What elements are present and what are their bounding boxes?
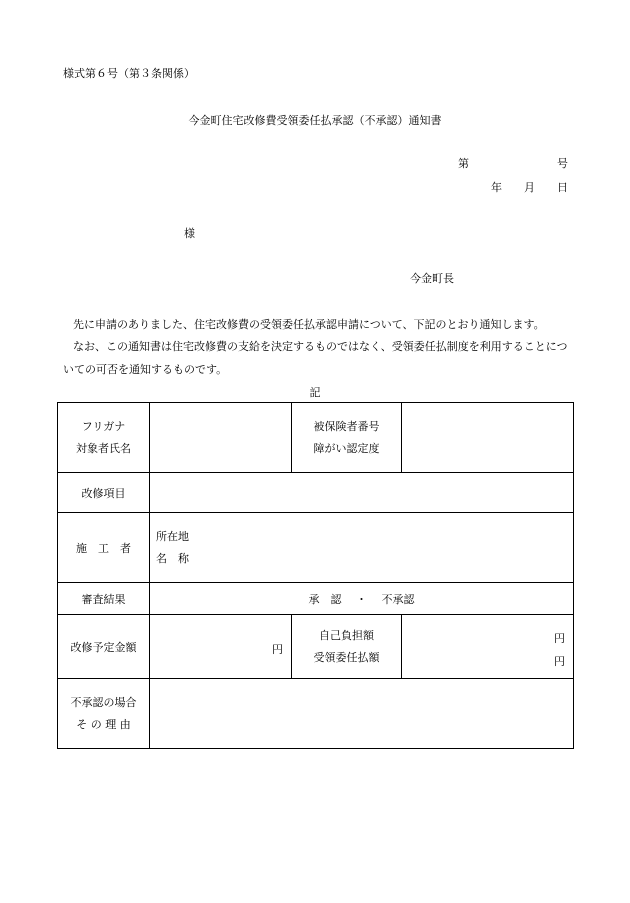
- disapproval-reason-field[interactable]: [150, 679, 574, 749]
- review-result-field[interactable]: [150, 583, 574, 615]
- issuer: 今金町長: [410, 272, 454, 285]
- table-row: [58, 513, 574, 583]
- form-number: 様式第６号（第３条関係）: [63, 67, 195, 80]
- insured-number-label: 被保険者番号: [313, 419, 380, 433]
- body-paragraph-2-line-2: いての可否を通知するものです。: [63, 363, 228, 376]
- planned-amount-label: 改修予定金額: [58, 615, 150, 679]
- payment-breakdown-field[interactable]: [402, 615, 574, 679]
- document-title: 今金町住宅改修費受領委任払承認（不承認）通知書: [188, 114, 442, 127]
- contractor-name-label: 名 称: [156, 551, 189, 565]
- disapproval-case-label: 不承認の場合: [70, 695, 137, 709]
- table-row: [58, 679, 574, 749]
- renovation-item-field[interactable]: [150, 473, 574, 513]
- disapprove-option[interactable]: 不承認: [381, 592, 415, 606]
- option-separator: ・: [356, 592, 367, 606]
- yen-unit: 円: [554, 655, 565, 668]
- contractor-field[interactable]: [150, 513, 574, 583]
- insured-info-label-cell: [292, 403, 402, 473]
- review-result-label: 審査結果: [58, 583, 150, 615]
- date-month-label: 月: [524, 181, 535, 194]
- date-year-label: 年: [491, 181, 502, 194]
- disability-level-label: 障がい認定度: [313, 441, 380, 455]
- number-prefix: 第: [458, 157, 469, 170]
- date-day-label: 日: [557, 181, 568, 194]
- ki-heading: 記: [309, 386, 321, 399]
- table-row: [58, 403, 574, 473]
- approve-option[interactable]: 承 認: [308, 592, 342, 606]
- table-row: [58, 473, 574, 513]
- insured-info-field[interactable]: [402, 403, 574, 473]
- table-row: [58, 583, 574, 615]
- subject-name-field[interactable]: [150, 403, 292, 473]
- delegated-pay-label: 受領委任払額: [313, 650, 380, 664]
- self-pay-label: 自己負担額: [319, 628, 374, 642]
- body-paragraph-2-line-1: なお、この通知書は住宅改修費の支給を決定するものではなく、受領委任払制度を利用することにつ: [73, 340, 568, 353]
- table-row: [58, 615, 574, 679]
- body-paragraph-1: 先に申請のありました、住宅改修費の受領委任払承認申請について、下記のとおり通知します。: [73, 318, 545, 331]
- contractor-address-label: 所在地: [156, 529, 189, 543]
- planned-amount-field[interactable]: [150, 615, 292, 679]
- disapproval-reason-label-cell: [58, 679, 150, 749]
- contractor-label: 施 工 者: [58, 513, 150, 583]
- yen-unit: 円: [272, 643, 283, 656]
- subject-name-label-cell: [58, 403, 150, 473]
- addressee-suffix: 様: [184, 227, 195, 240]
- payment-breakdown-label-cell: [292, 615, 402, 679]
- notification-form-table: [57, 402, 574, 749]
- renovation-item-label: 改修項目: [58, 473, 150, 513]
- furigana-label: フリガナ: [81, 419, 126, 433]
- number-suffix: 号: [557, 157, 568, 170]
- subject-name-label: 対象者氏名: [76, 441, 131, 455]
- yen-unit: 円: [554, 632, 565, 645]
- reason-label: そ の 理 由: [76, 717, 131, 731]
